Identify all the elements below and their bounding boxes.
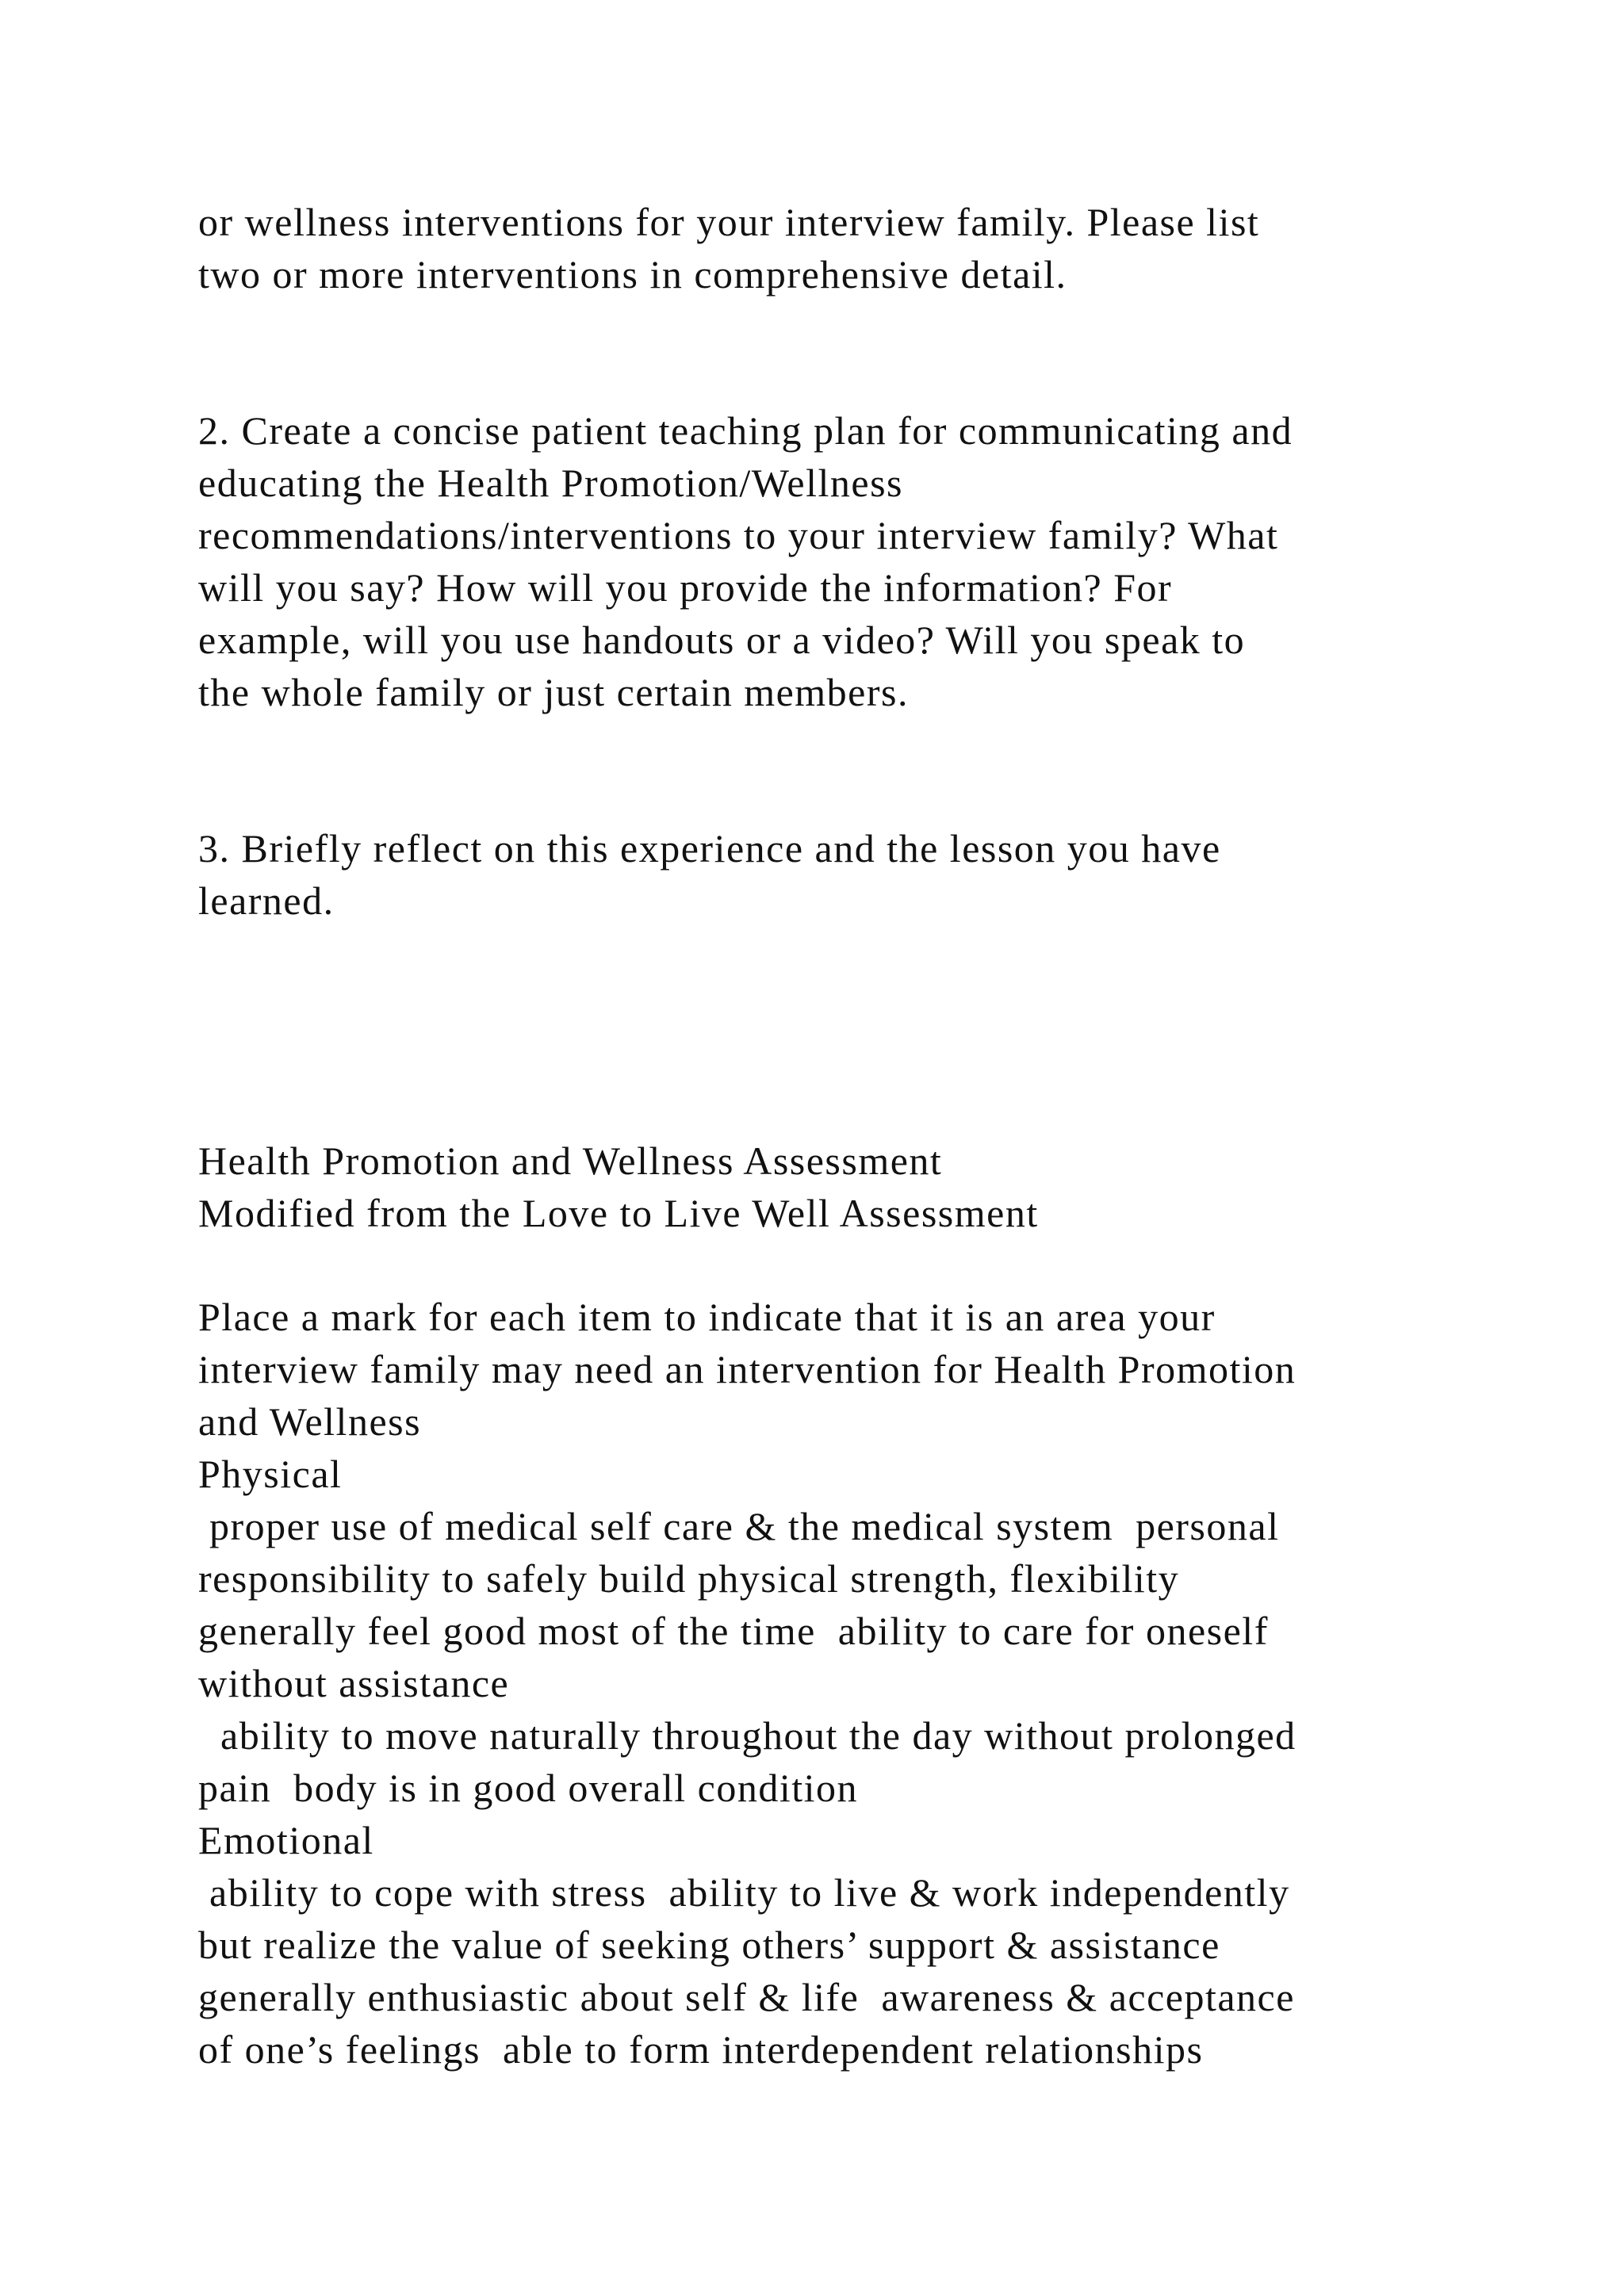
text-line: and Wellness	[198, 1399, 422, 1444]
text-line: proper use of medical self care & the medical system personal	[198, 1504, 1280, 1548]
text-line: the whole family or just certain members.	[198, 670, 909, 714]
text-line: but realize the value of seeking others’ support & assistance	[198, 1923, 1220, 1967]
text-line: of one’s feelings able to form interdependent relationships	[198, 2027, 1204, 2072]
text-line: or wellness interventions for your interview family. Please list	[198, 200, 1260, 244]
text-line: 2. Create a concise patient teaching plan for communicating and	[198, 408, 1293, 453]
text-line: learned.	[198, 878, 335, 923]
text-line: recommendations/interventions to your interview family? What	[198, 513, 1279, 557]
text-line: without assistance	[198, 1661, 510, 1705]
text-line: educating the Health Promotion/Wellness	[198, 461, 904, 505]
text-line: Place a mark for each item to indicate that it is an area your	[198, 1295, 1216, 1339]
text-line: pain body is in good overall condition	[198, 1766, 859, 1810]
text-line: generally enthusiastic about self & life awareness & acceptance	[198, 1975, 1295, 2019]
text-line: two or more interventions in comprehensive detail.	[198, 252, 1067, 297]
text-line: will you say? How will you provide the information? For	[198, 565, 1173, 610]
text-line: ability to cope with stress ability to live & work independently	[198, 1870, 1290, 1915]
text-line: responsibility to safely build physical strength, flexibility	[198, 1556, 1180, 1601]
text-line: example, will you use handouts or a video? Will you speak to	[198, 618, 1246, 662]
text-line: generally feel good most of the time ability to care for oneself	[198, 1609, 1269, 1653]
text-line: 3. Briefly reflect on this experience and the lesson you have	[198, 826, 1221, 871]
section-subtitle: Modified from the Love to Live Well Assessment	[198, 1191, 1039, 1235]
category-heading: Physical	[198, 1452, 343, 1496]
text-line: ability to move naturally throughout the day without prolonged	[198, 1713, 1297, 1758]
text-line: interview family may need an intervention for Health Promotion	[198, 1347, 1297, 1391]
category-heading: Emotional	[198, 1818, 374, 1862]
section-title: Health Promotion and Wellness Assessment	[198, 1138, 943, 1183]
